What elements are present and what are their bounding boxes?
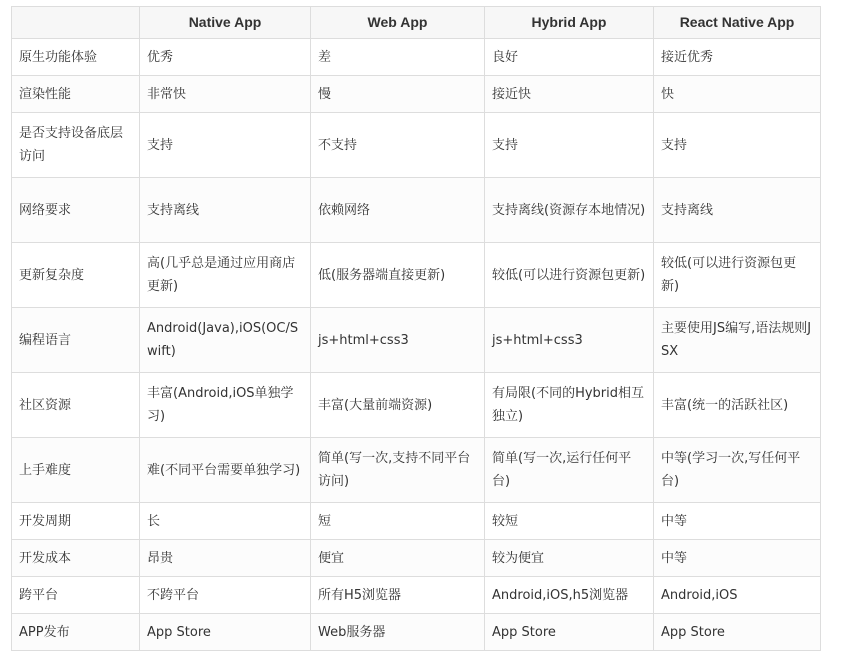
table-row [12, 614, 821, 651]
row-label-cell: 是否支持设备底层访问 [12, 113, 140, 178]
table-row [12, 113, 821, 178]
table-cell: 短 [311, 503, 485, 540]
header-cell-native-app: Native App [140, 7, 311, 39]
table-cell: 有局限(不同的Hybrid相互独立) [485, 373, 654, 438]
table-row [12, 308, 821, 373]
table-row [12, 503, 821, 540]
table-cell: 支持离线(资源存本地情况) [485, 178, 654, 243]
table-cell: 中等(学习一次,写任何平台) [654, 438, 821, 503]
table-row [12, 373, 821, 438]
header-cell-empty [12, 7, 140, 39]
row-label-cell: 渲染性能 [12, 76, 140, 113]
table-cell: 便宜 [311, 540, 485, 577]
table-cell: 差 [311, 39, 485, 76]
table-row [12, 540, 821, 577]
table-row [12, 577, 821, 614]
table-cell: 接近优秀 [654, 39, 821, 76]
table-cell: 支持离线 [140, 178, 311, 243]
table-cell: 低(服务器端直接更新) [311, 243, 485, 308]
table-cell: 主要使用JS编写,语法规则JSX [654, 308, 821, 373]
table-cell: Android,iOS [654, 577, 821, 614]
row-label-cell: 开发周期 [12, 503, 140, 540]
header-cell-web-app: Web App [311, 7, 485, 39]
table-cell: 不跨平台 [140, 577, 311, 614]
table-cell: 较低(可以进行资源包更新) [485, 243, 654, 308]
table-cell: 快 [654, 76, 821, 113]
table-cell: 高(几乎总是通过应用商店更新) [140, 243, 311, 308]
table-cell: js+html+css3 [485, 308, 654, 373]
table-cell: Android,iOS,h5浏览器 [485, 577, 654, 614]
table-cell: 昂贵 [140, 540, 311, 577]
table-header-row [12, 7, 821, 39]
row-label-cell: 社区资源 [12, 373, 140, 438]
table-cell: js+html+css3 [311, 308, 485, 373]
table-cell: 支持离线 [654, 178, 821, 243]
table-cell: 所有H5浏览器 [311, 577, 485, 614]
row-label-cell: 开发成本 [12, 540, 140, 577]
row-label-cell: APP发布 [12, 614, 140, 651]
table-cell: 丰富(大量前端资源) [311, 373, 485, 438]
table-cell: 接近快 [485, 76, 654, 113]
header-cell-react-native-app: React Native App [654, 7, 821, 39]
table-row [12, 39, 821, 76]
row-label-cell: 上手难度 [12, 438, 140, 503]
row-label-cell: 编程语言 [12, 308, 140, 373]
table-cell: 支持 [485, 113, 654, 178]
table-cell: 中等 [654, 503, 821, 540]
table-row [12, 178, 821, 243]
comparison-table [11, 6, 821, 651]
table-cell: 不支持 [311, 113, 485, 178]
table-cell: 难(不同平台需要单独学习) [140, 438, 311, 503]
table-cell: 简单(写一次,运行任何平台) [485, 438, 654, 503]
table-cell: App Store [654, 614, 821, 651]
table-cell: 依赖网络 [311, 178, 485, 243]
table-cell: 丰富(Android,iOS单独学习) [140, 373, 311, 438]
table-cell: Web服务器 [311, 614, 485, 651]
table-cell: 优秀 [140, 39, 311, 76]
table-cell: Android(Java),iOS(OC/Swift) [140, 308, 311, 373]
table-cell: 支持 [654, 113, 821, 178]
table-row [12, 76, 821, 113]
table-cell: 慢 [311, 76, 485, 113]
table-cell: App Store [485, 614, 654, 651]
table-cell: 支持 [140, 113, 311, 178]
row-label-cell: 网络要求 [12, 178, 140, 243]
table-cell: 长 [140, 503, 311, 540]
row-label-cell: 更新复杂度 [12, 243, 140, 308]
table-cell: 非常快 [140, 76, 311, 113]
row-label-cell: 跨平台 [12, 577, 140, 614]
table-cell: 较短 [485, 503, 654, 540]
header-cell-hybrid-app: Hybrid App [485, 7, 654, 39]
table-cell: 较低(可以进行资源包更新) [654, 243, 821, 308]
table-cell: 丰富(统一的活跃社区) [654, 373, 821, 438]
table-cell: 中等 [654, 540, 821, 577]
row-label-cell: 原生功能体验 [12, 39, 140, 76]
table-cell: App Store [140, 614, 311, 651]
table-cell: 较为便宜 [485, 540, 654, 577]
table-cell: 简单(写一次,支持不同平台访问) [311, 438, 485, 503]
table-cell: 良好 [485, 39, 654, 76]
table-row [12, 438, 821, 503]
table-row [12, 243, 821, 308]
